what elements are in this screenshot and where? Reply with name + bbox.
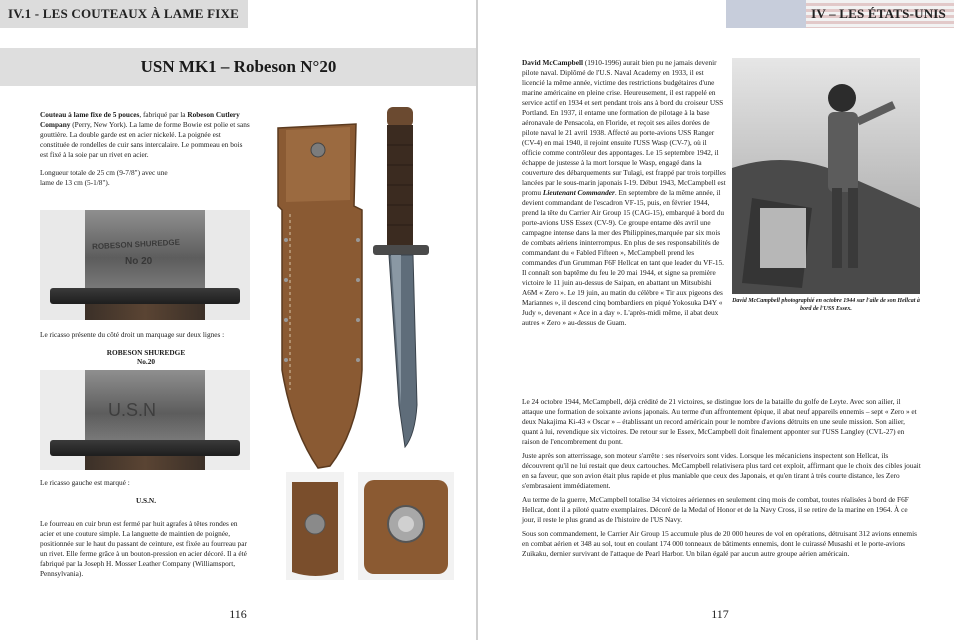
article-paragraph-1 — [522, 58, 727, 332]
intro-paragraph — [40, 110, 252, 160]
intro-maker: Robeson Cutlery Company — [40, 110, 240, 129]
right-page — [478, 0, 954, 640]
paragraph-5: Sous son commandement, le Carrier Air Group 15 accumule plus de 20 000 heures de vol en opérations, détruisant 312 avions ennemis en combat aérien et 348 au sol, tout en coulant 174 000 tonneaux de bâtiments ennemis, dont le cuirassé Musashi et le porte-avions Zuikaku, dernier survivant de l'attaque de Pearl Harbor. Un bilan égalé par aucun autre groupe aérien américain. — [522, 529, 917, 558]
paragraph-4: Au terme de la guerre, McCampbell totalise 34 victoires aériennes en seulement cinq mois de combat, toutes réalisées à bord de F6F Hellcat, dont il a piloté quatre exemplaires. Décoré de la Medal of Honor et de la Navy Cross, il se retire de la marine en 1964. À ce jour, il reste le plus grand as de l'histoire de l'US Navy. — [522, 495, 909, 524]
knife-drawing — [365, 105, 435, 450]
intro-maker-rest: (Perry, New York). — [70, 120, 128, 129]
right-page-number: 117 — [711, 607, 729, 621]
knife-photo — [365, 105, 435, 450]
intro-body: La lame de forme Bowie est polie et sans gouttière. La double garde est en acier nickelé. La poignée est constituée de rondelles de cuir sans intercalaire. Le pommeau en bois est fixé à la soie par un rivet en acier. — [40, 120, 250, 159]
left-section-header: IV.1 - LES COUTEAUX À LAME FIXE — [0, 0, 248, 28]
marking-left: U.S.N. — [135, 496, 157, 505]
stamp-left: U.S.N — [108, 400, 157, 420]
stamp-right-line1: ROBESON SHUREDGE — [91, 237, 181, 252]
pilot-photo-caption: David McCampbell photographié en octobre 1944 sur l'aile de son Hellcat à bord de l'USS Essex. — [732, 298, 920, 312]
paragraph-1-rank: Lieutenant Commander — [542, 188, 615, 197]
paragraph-2: Le 24 octobre 1944, McCampbell, déjà crédité de 21 victoires, se distingue lors de la bataille du golfe de Leyte. Avec son ailier, il attaque une formation de soixante avions japonais. Au terme d'un affrontement épique, il abat neuf appareils ennemis – sept « Zero » et deux Nakajima Ki-43 « Oscar » – établissant un record américain pour le nombre d'avions détruits en une seule mission. Son ailier, quant à lui, revendique six victoires. De retour sur le Essex, McCampbell doit finalement apponter sur l'USS Langley (CVL-27) en raison de l'encombrement du pont. — [522, 397, 917, 446]
intro-text-block — [40, 110, 252, 192]
length-text: Longueur totale de 25 cm (9-7/8") avec une lame de 13 cm (5-1/8"). — [40, 168, 168, 187]
snap-strap-drawing — [286, 472, 344, 580]
right-section-header: IV – LES ÉTATS-UNIS — [811, 6, 946, 21]
sheath-text: Le fourreau en cuir brun est fermé par huit agrafes à têtes rondes en acier et une couture simple. La languette de maintien de poignée, positionnée sur le haut du passant de ceinture, est fixée au fourreau par un rivet. Elle ferme grâce à un bouton-pression en acier décoré. Il a été fabriqué par la Joseph H. Mosser Leather Company (Williamsport, Pennsylvania). — [40, 519, 247, 578]
ricasso-right-photo — [40, 210, 250, 320]
article-paragraphs — [522, 397, 922, 563]
marking-right-line2: No.20 — [136, 357, 156, 366]
paragraph-1-rest: (1910-1996) aurait bien pu ne jamais devenir pilote naval. Diplômé de l'U.S. Naval Academy en 1933, il est licencié la même année, victime des restrictions budgétaires d'une marine américaine en pleine crise. Heureusement, il est rappelé en service actif en 1934 et sert pendant trois ans à bord du croiseur USS Portland. En 1937, il entame une formation de pilotage à la base aéronavale de Pensacola, en Floride, et reçoit ses ailes dorées de pilote naval le 21 avril 1938. Affecté au porte-avions USS Ranger (CV-4) en mai 1940, il rejoint ensuite l'USS Wasp (CV-7), où il officie comme contrôleur des appontages. Le 15 septembre 1942, il échappe de justesse à la mort lorsque le Wasp, engagé dans la couverture des débarquements sur Tulagi, est frappé par trois torpilles lancées par le sous-marin japonais I-19. Début 1943, McCampbell est promu — [522, 58, 726, 197]
pilot-name: David McCampbell — [522, 58, 584, 67]
pilot-photo-drawing — [732, 58, 920, 294]
paragraph-1-text — [522, 58, 727, 328]
paragraph-3: Juste après son atterrissage, son moteur s'arrête : ses réservoirs sont vides. Lorsque les mécaniciens inspectent son Hellcat, ils découvrent qu'il ne lui restait que deux cartouches. McCampbell relativisera plus tard cet exploit, affirmant que le choix des cibles jouait en sa faveur, que son avion était plus rapide et plus maniable que ceux des Japonais, et qu'en tirant à très courte distance, les Zero s'embrasaient immédiatement. — [522, 451, 921, 490]
ricasso-right-caption: Le ricasso présente du côté droit un marquage sur deux lignes : — [40, 330, 225, 339]
marking-right-line1: ROBESON SHUREDGE — [106, 348, 186, 357]
pilot-photo — [732, 58, 920, 294]
snap-button-photo — [358, 472, 454, 580]
page-title: USN MK1 – Robeson N°20 — [0, 48, 477, 86]
intro-lead-rest: , fabriqué par la — [139, 110, 188, 119]
ricasso-left-photo — [40, 370, 250, 470]
sheath-drawing — [270, 110, 370, 470]
snap-strap-photo — [286, 472, 344, 580]
sheath-photo — [270, 110, 370, 470]
paragraph-1-end: . En septembre de la même année, il devient commandant de l'escadron VF-15, puis, en février 1944, prend la tête du Carrier Air Group 15 (CAG-15), embarqué à bord du porte-avions USS Essex (CV-9). Ce groupe entame dès avril une campagne intense dans la mer des Philippines,marquée par six mois de combats aériens ininterrompus. En plus de ses responsabilités de commandant du « Fabled Fifteen », McCampbell prend les commandes d'un Grumman F6F Hellcat en tant que leader du VF-15. Il connaît son baptême du feu le 20 mai 1944, et signe sa première victoire le 11 juin au-dessus de Saipan, en abattant un Mitsubishi A6M « Zero ». Le 19 juin, au matin du célèbre « Tir aux pigeons des Mariannes », il descend cinq bombardiers en piqué Yokosuka D4Y « Judy », devenant « Ace in a day ». L'après-midi même, il abat deux autres « Zero » au-dessus de Guam. — [522, 188, 725, 327]
ricasso-left-caption: Le ricasso gauche est marqué : — [40, 478, 130, 487]
stamp-right-line2: No 20 — [125, 256, 153, 267]
snap-button-drawing — [358, 472, 454, 580]
intro-lead: Couteau à lame fixe de 5 pouces — [40, 110, 140, 119]
left-page-number: 116 — [229, 607, 247, 621]
